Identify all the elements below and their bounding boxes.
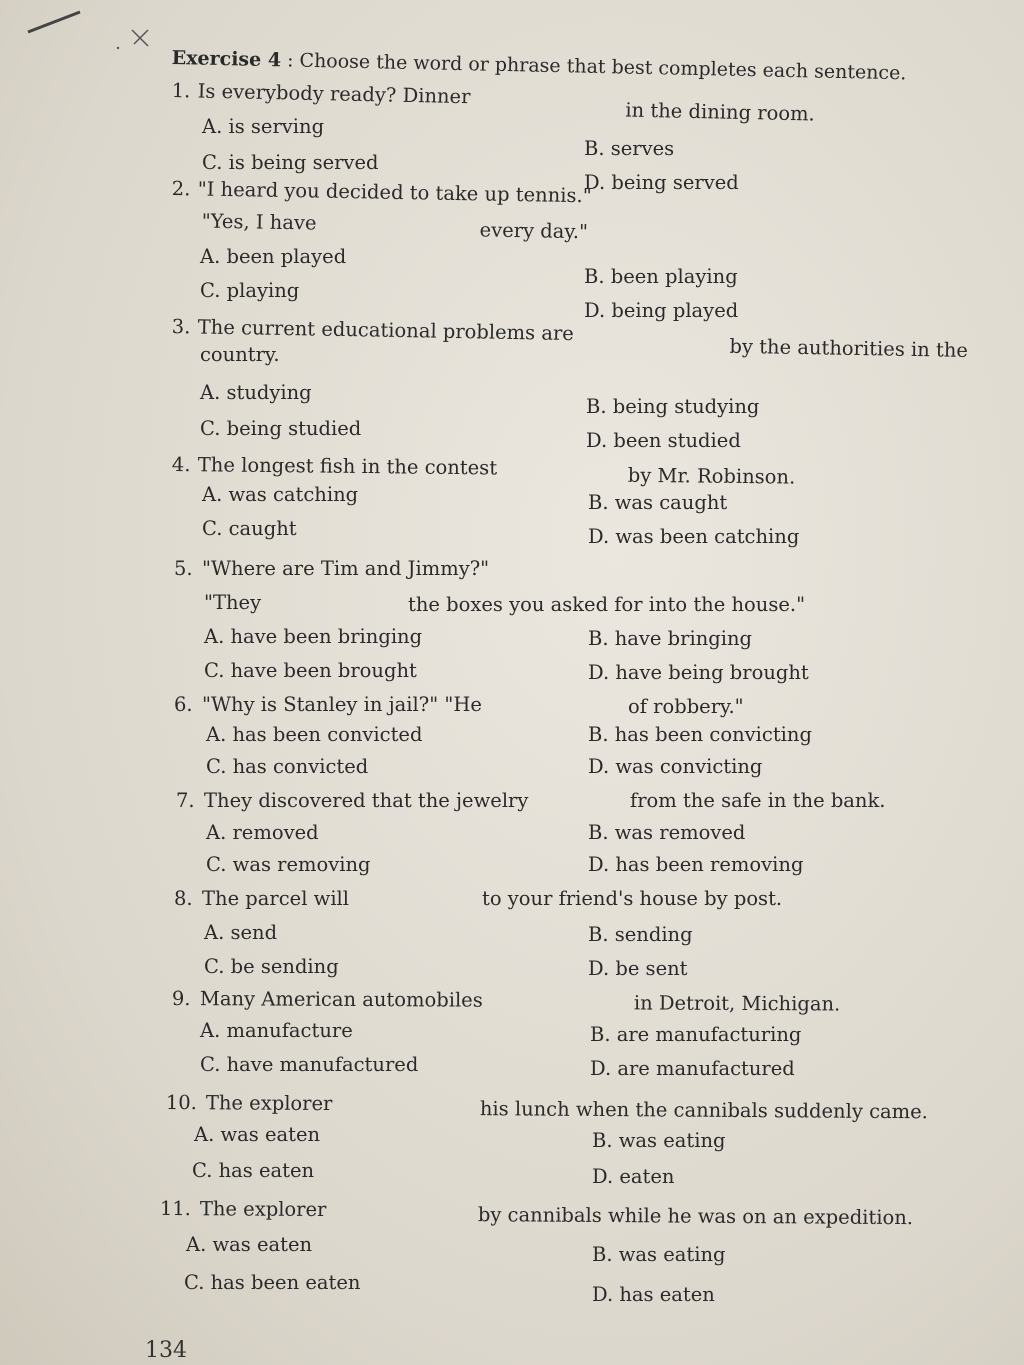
option-a[interactable]: A. manufacture [200,1019,353,1042]
question-text: the boxes you asked for into the house." [408,593,806,616]
option-d[interactable]: D. was convicting [588,755,763,778]
question-9 [172,986,992,1078]
question-text: by the authorities in the [729,334,969,362]
option-c[interactable]: C. playing [200,279,300,302]
question-text: of robbery." [628,695,744,718]
option-a[interactable]: A. send [204,921,278,944]
option-a[interactable]: A. have been bringing [204,625,423,648]
option-c[interactable]: C. was removing [206,853,371,876]
question-number: 4. [171,452,191,477]
option-d[interactable]: D. be sent [588,957,688,980]
question-text: "Why is Stanley in jail?" "He [202,693,482,716]
question-text: his lunch when the cannibals suddenly came. [479,1097,928,1124]
option-d[interactable]: D. been studied [586,429,741,452]
option-d[interactable]: D. are manufactured [590,1057,795,1080]
question-text: The current educational problems are [197,315,575,346]
option-b[interactable]: B. was eating [592,1129,726,1152]
question-8 [172,886,992,978]
option-a[interactable]: A. removed [206,821,319,844]
question-text: The longest fish in the contest [197,453,498,480]
option-b[interactable]: B. sending [588,923,693,946]
option-d[interactable]: D. has been removing [588,853,804,876]
question-10 [165,1090,992,1188]
question-5 [172,556,992,684]
question-number: 1. [171,78,191,103]
option-c[interactable]: C. being studied [200,417,362,440]
option-d[interactable]: D. being served [584,171,739,194]
question-11 [159,1196,992,1306]
question-text: The parcel will [202,887,350,910]
question-text: "They [204,591,262,614]
question-number: 11. [159,1196,192,1221]
option-c[interactable]: C. has been eaten [184,1271,361,1294]
option-a[interactable]: A. has been convicted [206,723,423,746]
question-text: to your friend's house by post. [482,887,783,910]
question-text: Many American automobiles [199,987,483,1012]
option-a[interactable]: A. been played [200,245,347,268]
question-6 [172,692,992,784]
option-a[interactable]: A. was eaten [186,1233,313,1256]
question-text: every day." [479,218,589,244]
question-text: "Yes, I have [201,209,317,235]
question-4 [171,452,992,548]
question-3 [171,314,992,452]
question-text: The explorer [205,1091,333,1116]
option-c[interactable]: C. has convicted [206,755,369,778]
question-text: They discovered that the jewelry [204,789,529,812]
option-c[interactable]: C. be sending [204,955,339,978]
question-number: 2. [171,176,191,201]
question-text: from the safe in the bank. [630,789,886,812]
option-b[interactable]: B. been playing [584,265,738,288]
question-number: 5. [174,557,193,580]
option-c[interactable]: C. has eaten [192,1159,315,1182]
question-text: by cannibals while he was on an expedition. [477,1203,914,1230]
option-c[interactable]: C. is being served [202,151,379,174]
question-number: 7. [176,789,195,812]
option-b[interactable]: B. have bringing [588,627,753,650]
option-a[interactable]: A. studying [200,381,312,404]
question-text: in Detroit, Michigan. [633,991,841,1016]
question-text: by Mr. Robinson. [627,463,796,489]
question-text: in the dining room. [625,98,816,126]
option-d[interactable]: D. eaten [592,1165,675,1188]
exercise-label: Exercise 4 [171,46,282,72]
option-b[interactable]: B. was eating [592,1243,726,1266]
option-a[interactable]: A. was eaten [194,1123,321,1146]
option-b[interactable]: B. serves [584,137,675,160]
option-a[interactable]: A. is serving [202,115,325,138]
exercise-instruction: : Choose the word or phrase that best completes each sentence. [280,49,907,85]
option-b[interactable]: B. was removed [588,821,746,844]
option-d[interactable]: D. was been catching [588,525,800,548]
question-2 [171,176,992,322]
option-c[interactable]: C. have been brought [204,659,417,682]
question-number: 3. [171,314,191,339]
option-b[interactable]: B. being studying [586,395,760,418]
question-text: Is everybody ready? Dinner [197,79,471,109]
option-b[interactable]: B. are manufacturing [590,1023,802,1046]
question-number: 6. [174,693,193,716]
option-c[interactable]: C. have manufactured [200,1053,419,1076]
question-7 [172,788,992,880]
question-text: country. [200,343,280,366]
pen-stroke-icon [20,0,160,60]
option-c[interactable]: C. caught [202,517,297,540]
question-text: "Where are Tim and Jimmy?" [202,557,490,580]
question-number: 9. [171,987,191,1011]
option-a[interactable]: A. was catching [202,483,359,506]
option-b[interactable]: B. was caught [588,491,728,514]
question-number: 8. [174,887,193,910]
option-d[interactable]: D. has eaten [592,1283,715,1306]
question-text: The explorer [199,1197,327,1222]
option-b[interactable]: B. has been convicting [588,723,812,746]
question-text: "I heard you decided to take up tennis." [197,177,592,208]
question-number: 10. [165,1090,198,1115]
page-number: 134 [145,1338,187,1363]
option-d[interactable]: D. have being brought [588,661,809,684]
option-d[interactable]: D. being played [584,299,739,322]
